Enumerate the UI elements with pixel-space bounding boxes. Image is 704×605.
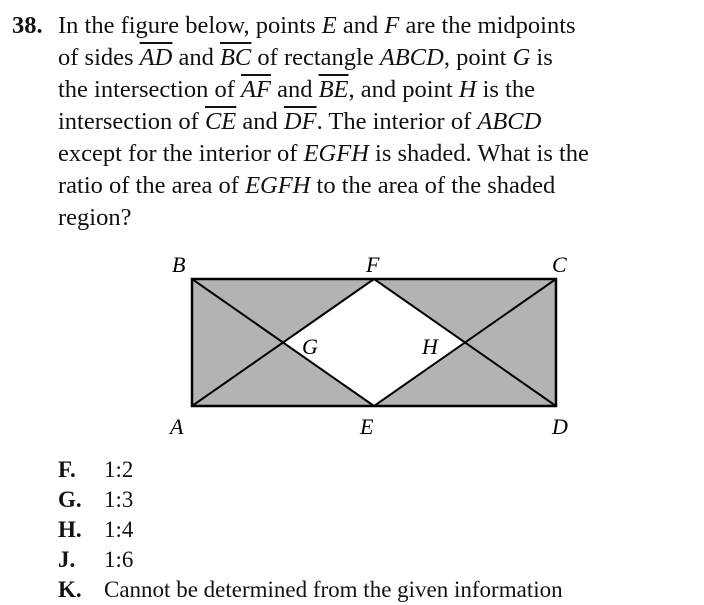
choice-letter: F. xyxy=(58,457,76,482)
question-line-7 xyxy=(12,202,694,234)
choice-text: 1:3 xyxy=(104,487,134,512)
figure-svg xyxy=(160,250,580,445)
rectangle-abcd-ref: ABCD xyxy=(379,44,444,71)
choice-letter: H. xyxy=(58,517,82,542)
choice-letter: J. xyxy=(58,547,76,572)
text-segment: to the area of the shaded xyxy=(310,172,556,199)
choice-k[interactable] xyxy=(58,575,563,605)
choice-text: Cannot be determined from the given information xyxy=(104,577,563,602)
question-text xyxy=(12,10,694,234)
choice-text: 1:4 xyxy=(104,517,134,542)
segment-bc-ref: $\overline{BC}$ xyxy=(219,44,252,71)
question-line-1 xyxy=(12,10,694,42)
text-segment: is shaded. What is the xyxy=(368,140,589,167)
choice-letter: K. xyxy=(58,577,82,602)
question-line-5 xyxy=(12,138,694,170)
text-segment: , point xyxy=(443,44,513,71)
quad-egfh-ref: EGFH xyxy=(245,172,311,199)
segment-ad-ref: $\overline{AD}$ xyxy=(139,44,173,71)
point-f-ref: F xyxy=(384,12,400,39)
text-segment: is xyxy=(530,44,553,71)
choice-h[interactable] xyxy=(58,515,563,545)
text-segment: region? xyxy=(58,204,132,231)
text-segment: and xyxy=(336,12,385,39)
rectangle-figure xyxy=(160,250,580,450)
choice-g[interactable] xyxy=(58,485,563,515)
segment-ce-ref: $\overline{CE}$ xyxy=(204,108,237,135)
question-line-2 xyxy=(12,42,694,74)
label-c: C xyxy=(552,252,567,277)
point-h-ref: H xyxy=(458,76,477,103)
text-segment: , and point xyxy=(348,76,459,103)
choice-text: 1:2 xyxy=(104,457,134,482)
point-g-ref: G xyxy=(512,44,531,71)
text-segment: the intersection of xyxy=(58,76,242,103)
label-b: B xyxy=(172,252,186,277)
text-segment: of rectangle xyxy=(251,44,380,71)
text-segment: ratio of the area of xyxy=(58,172,246,199)
question-line-6 xyxy=(12,170,694,202)
choice-f[interactable] xyxy=(58,455,563,485)
rectangle-abcd-ref: ABCD xyxy=(477,108,542,135)
label-f: F xyxy=(366,252,380,277)
text-segment: and xyxy=(236,108,284,135)
label-a: A xyxy=(170,414,184,439)
text-segment: except for the interior of xyxy=(58,140,304,167)
choice-letter: G. xyxy=(58,487,82,512)
text-segment: are the midpoints xyxy=(399,12,576,39)
label-d: D xyxy=(552,414,568,439)
segment-be-ref: $\overline{BE}$ xyxy=(318,76,349,103)
text-segment: is the xyxy=(476,76,535,103)
quad-egfh-ref: EGFH xyxy=(303,140,369,167)
segment-af-ref: $\overline{AF}$ xyxy=(241,76,271,103)
text-segment: and xyxy=(172,44,220,71)
text-segment: of sides xyxy=(58,44,140,71)
question-line-3 xyxy=(12,74,694,106)
choice-j[interactable] xyxy=(58,545,563,575)
question-number: 38. xyxy=(12,12,43,39)
segment-df-ref: $\overline{DF}$ xyxy=(283,108,317,135)
question-line-4 xyxy=(12,106,694,138)
text-segment: intersection of xyxy=(58,108,205,135)
choice-text: 1:6 xyxy=(104,547,134,572)
answer-choices xyxy=(58,455,563,605)
label-g: G xyxy=(302,334,318,359)
label-e: E xyxy=(360,414,374,439)
text-segment: In the figure below, points xyxy=(58,12,322,39)
label-h: H xyxy=(422,334,438,359)
text-segment: . The interior of xyxy=(316,108,478,135)
text-segment: and xyxy=(270,76,319,103)
point-e-ref: E xyxy=(321,12,337,39)
